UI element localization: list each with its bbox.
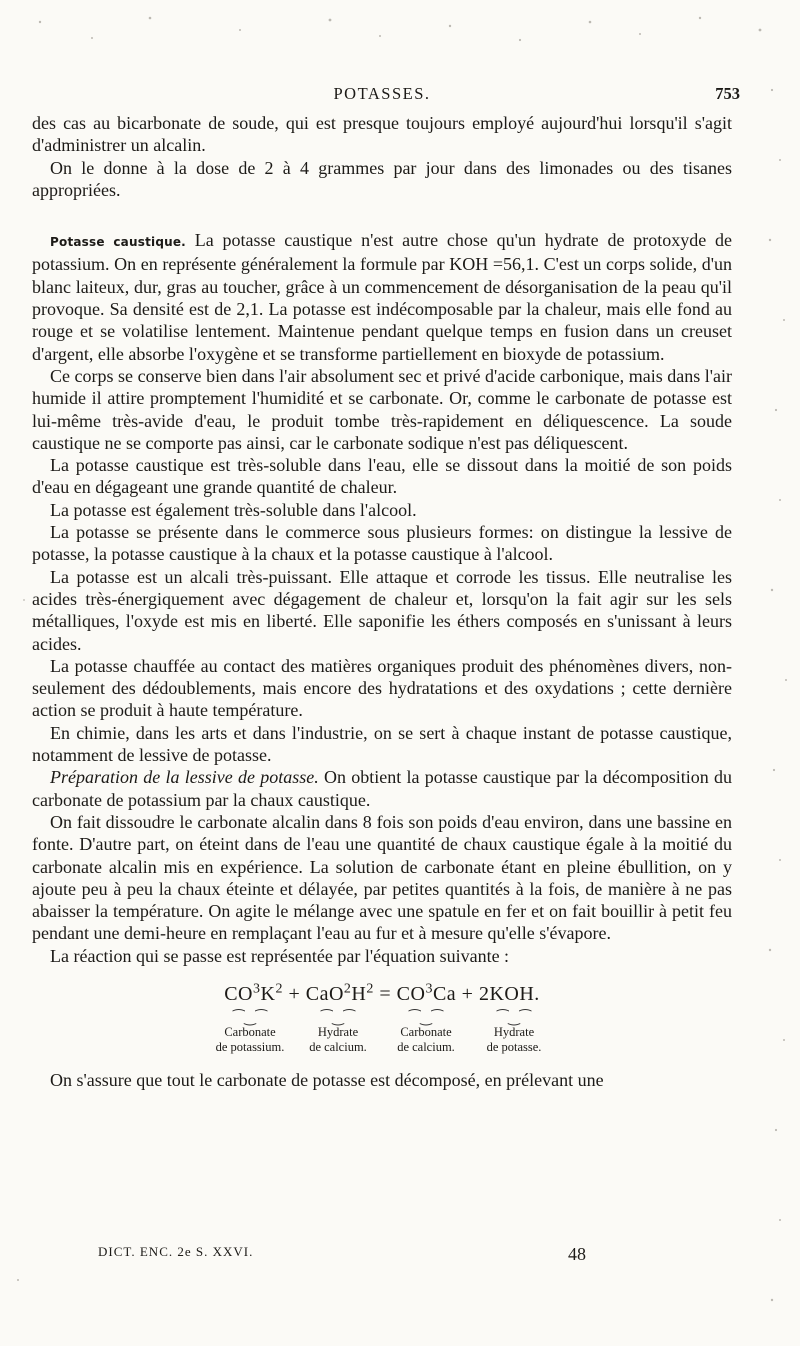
paragraph: On s'assure que tout le carbonate de potasse est décomposé, en prélevant une <box>50 1069 604 1090</box>
subsection-runin-heading: Préparation de la lessive de potasse. <box>50 767 319 788</box>
paragraph: Ce corps se conserve bien dans l'air absolument sec et privé d'acide carbonique, mais dans l'air humide il attire promptement l'humidité et se carbonate. Or, comme le carbonate de potasse est lui-même très-avide d'eau, le produit tombe très-rapidement en déliquescence. La soude caustique ne se comporte pas ainsi, car le carbonate sodique n'est pas déliquescent. <box>32 365 732 453</box>
equation-label: ⁀‿⁀ Hydrate de calcium. <box>309 1010 367 1054</box>
paragraph: On fait dissoudre le carbonate alcalin dans 8 fois son poids d'eau environ, dans une bassine en fonte. D'autre part, on éteint dans de l'eau une quantité de chaux caustique égale à la moitié du carbonate alcalin mis en expérience. La solution de carbonate étant en pleine ébullition, on y ajoute peu à peu la chaux éteinte et délayée, par petites quantités à la fois, de manière à ne pas abaisser la température. On agite le mélange avec une spatule en fer et on fait bouillir à petit feu pendant une demi-heure en remplaçant l'eau au fur et à mesure qu'elle s'évapore. <box>32 811 732 944</box>
page-header <box>32 84 740 108</box>
paragraph: des cas au bicarbonate de soude, qui est presque toujours employé aujourd'hui lorsqu'il s'agit d'administrer un alcalin. <box>32 113 732 156</box>
paragraph: On le donne à la dose de 2 à 4 grammes par jour dans des limonades ou des tisanes appropriées. <box>32 157 732 200</box>
running-head: POTASSES. <box>333 84 431 103</box>
sheet-number: 48 <box>568 1244 586 1264</box>
paragraph: La réaction qui se passe est représentée par l'équation suivante : <box>50 945 510 966</box>
paragraph: La potasse est également très-soluble dans l'alcool. <box>50 499 417 520</box>
equation-label: ⁀‿⁀ Hydrate de potasse. <box>486 1010 542 1054</box>
equation-label: ⁀‿⁀ Carbonate de potassium. <box>215 1010 285 1054</box>
paragraph-text: La potasse caustique n'est autre chose qu'un hydrate de protoxyde de potassium. On en représente généralement la formule par KOH =56,1. C'est un corps solide, d'un blanc laiteux, dur, gras au toucher, grâce à un commencement de désorganisation de la peau qu'il provoque. Sa densité est de 2,1. La potasse est indécomposable par la chaleur, mais elle fond au rouge et se volatilise lentement. Maintenue pendant quelque temps en fusion dans un creuset d'argent, elle absorbe l'oxygène et se transforme partiellement en bioxyde de potassium. <box>32 230 733 364</box>
paragraph: En chimie, dans les arts et dans l'industrie, on se sert à chaque instant de potasse caustique, notamment de lessive de potasse. <box>32 722 732 766</box>
paragraph-preparation <box>32 766 732 811</box>
page-number: 753 <box>715 84 740 103</box>
paragraph: La potasse caustique est très-soluble dans l'eau, elle se dissout dans la moitié de son poids d'eau en dégageant une grande quantité de chaleur. <box>32 455 732 498</box>
chemical-equation <box>32 983 732 1055</box>
section-runin-heading: Potasse caustique. <box>50 235 186 250</box>
body-text <box>32 112 732 1091</box>
printer-signature: DICT. ENC. 2e S. XXVI. <box>98 1244 254 1259</box>
equation-line: $CO^3K^2 + CaO^2H^2 = CO^3Ca + 2KOH$. <box>224 981 540 1005</box>
paragraph-text: On obtient la potasse caustique par la décomposition du carbonate de potassium par la chaux caustique. <box>32 767 732 810</box>
paragraph: La potasse chauffée au contact des matières organiques produit des phénomènes divers, non-seulement des dédoublements, mais encore des hydratations et des oxydations ; cette dernière action se produit à haute température. <box>32 655 732 721</box>
equation-label: ⁀‿⁀ Carbonate de calcium. <box>397 1010 455 1054</box>
page-footer <box>32 1240 732 1268</box>
paragraph-potasse-caustique <box>32 229 732 365</box>
paragraph: La potasse se présente dans le commerce sous plusieurs formes: on distingue la lessive de potasse, la potasse caustique à la chaux et la potasse caustique à l'alcool. <box>32 522 732 565</box>
paragraph: La potasse est un alcali très-puissant. Elle attaque et corrode les tissus. Elle neutralise les acides très-énergiquement avec dégagement de chaleur et, lorsqu'on la fait agir sur les sels métalliques, l'oxyde est mis en liberté. Elle saponifie les éthers composés en s'unissant à leurs acides. <box>32 566 732 654</box>
equation-labels <box>32 1010 732 1055</box>
